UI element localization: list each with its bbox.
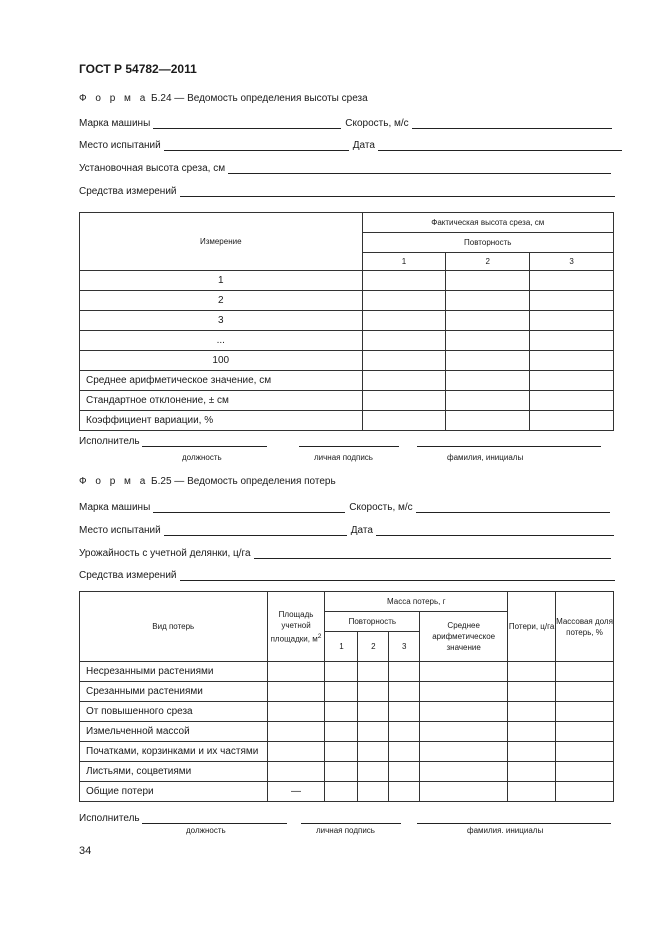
tools-label: Средства измерений	[79, 186, 177, 197]
row-label: ...	[80, 331, 363, 351]
cell[interactable]	[267, 722, 325, 742]
date-label: Дата	[352, 140, 375, 151]
rep-header: 2	[446, 253, 530, 271]
machine-label: Марка машины	[79, 502, 151, 513]
tools-label: Средства измерений	[79, 570, 177, 581]
cell[interactable]	[362, 331, 446, 351]
cell[interactable]	[556, 742, 614, 762]
cell[interactable]	[446, 331, 530, 351]
tools-line[interactable]	[180, 186, 615, 197]
table-row	[80, 351, 614, 371]
cell[interactable]	[420, 782, 508, 802]
col-area-sup: 2	[317, 632, 322, 640]
table-row	[80, 271, 614, 291]
cell[interactable]	[530, 331, 614, 351]
table-row	[80, 702, 614, 722]
cell[interactable]	[420, 742, 508, 762]
table-row	[80, 762, 614, 782]
row-label: Среднее арифметическое значение, см	[80, 371, 363, 391]
cell[interactable]	[325, 702, 358, 722]
table-row	[80, 331, 614, 351]
cell[interactable]	[362, 291, 446, 311]
position-caption: должность	[182, 453, 222, 462]
cell[interactable]	[556, 782, 614, 802]
cell[interactable]	[389, 742, 420, 762]
cell[interactable]	[358, 762, 389, 782]
cell[interactable]	[556, 682, 614, 702]
rep-header: 3	[530, 253, 614, 271]
cell[interactable]	[446, 311, 530, 331]
total-area-cell: —	[267, 782, 325, 802]
cell[interactable]	[358, 742, 389, 762]
cell[interactable]	[358, 782, 389, 802]
cell[interactable]	[325, 722, 358, 742]
signature-line[interactable]	[301, 813, 401, 824]
page-number: 34	[79, 845, 92, 857]
cell[interactable]	[446, 371, 530, 391]
place-label: Место испытаний	[79, 525, 161, 536]
rep-header: 1	[325, 632, 358, 662]
speed-label: Скорость, м/с	[345, 118, 409, 129]
cell[interactable]	[389, 702, 420, 722]
rep-header: 2	[358, 632, 389, 662]
cell[interactable]	[358, 702, 389, 722]
row-label: 1	[80, 271, 363, 291]
machine-line[interactable]	[153, 118, 341, 129]
cell[interactable]	[508, 782, 556, 802]
col-repeat-header: Повторность	[362, 233, 614, 253]
name-line[interactable]	[417, 813, 611, 824]
cell[interactable]	[325, 742, 358, 762]
row-label: 3	[80, 311, 363, 331]
row-label: Измельченной массой	[80, 722, 268, 742]
row-label: Стандартное отклонение, ± см	[80, 391, 363, 411]
height-label: Установочная высота среза, см	[79, 163, 226, 174]
cell[interactable]	[420, 702, 508, 722]
field-row-yield	[79, 548, 611, 559]
cell[interactable]	[556, 762, 614, 782]
cell[interactable]	[446, 411, 530, 431]
cell[interactable]	[267, 742, 325, 762]
cell[interactable]	[389, 682, 420, 702]
place-label: Место испытаний	[79, 140, 161, 151]
row-label: Коэффициент вариации, %	[80, 411, 363, 431]
cell[interactable]	[325, 662, 358, 682]
cell[interactable]	[267, 662, 325, 682]
row-label: От повышенного среза	[80, 702, 268, 722]
form-title-text: Б.25 — Ведомость определения потерь	[148, 476, 336, 487]
cell[interactable]	[446, 351, 530, 371]
cell[interactable]	[446, 391, 530, 411]
table-row	[80, 291, 614, 311]
table-row	[80, 782, 614, 802]
signature-row-24	[79, 436, 601, 447]
cell[interactable]	[267, 702, 325, 722]
cell[interactable]	[420, 662, 508, 682]
machine-line[interactable]	[153, 502, 345, 513]
field-row-height	[79, 163, 611, 174]
table-row	[80, 391, 614, 411]
place-line[interactable]	[164, 140, 349, 151]
row-label: 100	[80, 351, 363, 371]
cell[interactable]	[530, 411, 614, 431]
form-25-title	[79, 476, 336, 487]
col-share-header: Массовая доля потерь, %	[556, 592, 614, 662]
cell[interactable]	[446, 291, 530, 311]
signature-line[interactable]	[299, 436, 399, 447]
field-row-machine	[79, 118, 612, 129]
cell[interactable]	[362, 411, 446, 431]
table-row	[80, 722, 614, 742]
cell[interactable]	[530, 351, 614, 371]
col-loss-header: Потери, ц/га	[508, 592, 556, 662]
executor-label: Исполнитель	[79, 813, 140, 824]
table-row	[80, 682, 614, 702]
field-row-tools-25	[79, 570, 615, 581]
cell[interactable]	[358, 722, 389, 742]
col-mean-header: Среднее арифметическое значение	[420, 612, 508, 662]
field-row-place	[79, 140, 622, 151]
cell[interactable]	[530, 311, 614, 331]
name-caption: фамилия. инициалы	[467, 826, 544, 835]
form-24-title	[79, 93, 368, 104]
row-label: Початками, корзинками и их частями	[80, 742, 268, 762]
col-mass-header: Масса потерь, г	[325, 592, 508, 612]
cell[interactable]	[362, 351, 446, 371]
machine-label: Марка машины	[79, 118, 151, 129]
cell[interactable]	[530, 291, 614, 311]
speed-line[interactable]	[412, 118, 612, 129]
signature-caption: личная подпись	[314, 453, 373, 462]
table-row	[80, 662, 614, 682]
cell[interactable]	[530, 371, 614, 391]
table-row	[80, 311, 614, 331]
cell[interactable]	[420, 682, 508, 702]
cell[interactable]	[508, 662, 556, 682]
row-label: Общие потери	[80, 782, 268, 802]
cell[interactable]	[325, 762, 358, 782]
cell[interactable]	[362, 391, 446, 411]
cell[interactable]	[556, 702, 614, 722]
cell[interactable]	[389, 762, 420, 782]
cell[interactable]	[530, 271, 614, 291]
form-title-text: Б.24 — Ведомость определения высоты среза	[148, 93, 368, 104]
cell[interactable]	[508, 742, 556, 762]
height-table	[79, 212, 614, 431]
row-label: Несрезанными растениями	[80, 662, 268, 682]
field-row-place-25	[79, 525, 614, 536]
table-row	[80, 411, 614, 431]
cell[interactable]	[267, 682, 325, 702]
cell[interactable]	[267, 762, 325, 782]
position-line[interactable]	[142, 436, 267, 447]
cell[interactable]	[362, 271, 446, 291]
cell[interactable]	[389, 722, 420, 742]
name-caption: фамилия, инициалы	[447, 453, 524, 462]
cell[interactable]	[358, 662, 389, 682]
place-line[interactable]	[164, 525, 347, 536]
cell[interactable]	[420, 762, 508, 782]
height-line[interactable]	[228, 163, 611, 174]
cell[interactable]	[446, 271, 530, 291]
col-repeat-header: Повторность	[325, 612, 420, 632]
field-row-tools	[79, 186, 615, 197]
signature-row-25	[79, 813, 611, 824]
tools-line[interactable]	[180, 570, 615, 581]
form-label: Ф о р м а	[79, 93, 149, 104]
position-line[interactable]	[142, 813, 287, 824]
speed-label: Скорость, м/с	[349, 502, 413, 513]
col-measure-header: Измерение	[80, 213, 363, 271]
cell[interactable]	[556, 722, 614, 742]
cell[interactable]	[358, 682, 389, 702]
rep-header: 1	[362, 253, 446, 271]
date-line[interactable]	[378, 140, 622, 151]
yield-label: Урожайность с учетной делянки, ц/га	[79, 548, 251, 559]
cell[interactable]	[325, 782, 358, 802]
document-code: ГОСТ Р 54782—2011	[79, 62, 197, 76]
cell[interactable]	[508, 722, 556, 742]
row-label: Срезанными растениями	[80, 682, 268, 702]
losses-table	[79, 591, 614, 802]
col-area-header	[267, 592, 325, 662]
col-actual-header: Фактическая высота среза, см	[362, 213, 614, 233]
row-label: 2	[80, 291, 363, 311]
cell[interactable]	[556, 662, 614, 682]
cell[interactable]	[389, 782, 420, 802]
form-label: Ф о р м а	[79, 476, 149, 487]
table-row	[80, 742, 614, 762]
rep-header: 3	[389, 632, 420, 662]
cell[interactable]	[362, 311, 446, 331]
cell[interactable]	[325, 682, 358, 702]
col-area-text: Площадь учетной площадки, м	[270, 609, 318, 644]
signature-caption: личная подпись	[316, 826, 375, 835]
date-label: Дата	[350, 525, 373, 536]
col-type-header: Вид потерь	[80, 592, 268, 662]
cell[interactable]	[508, 682, 556, 702]
cell[interactable]	[420, 722, 508, 742]
row-label: Листьями, соцветиями	[80, 762, 268, 782]
table-row	[80, 371, 614, 391]
name-line[interactable]	[417, 436, 601, 447]
position-caption: должность	[186, 826, 226, 835]
date-line[interactable]	[376, 525, 614, 536]
speed-line[interactable]	[416, 502, 610, 513]
cell[interactable]	[362, 371, 446, 391]
cell[interactable]	[508, 762, 556, 782]
executor-label: Исполнитель	[79, 436, 140, 447]
yield-line[interactable]	[254, 548, 611, 559]
cell[interactable]	[389, 662, 420, 682]
cell[interactable]	[530, 391, 614, 411]
field-row-machine-25	[79, 502, 610, 513]
cell[interactable]	[508, 702, 556, 722]
